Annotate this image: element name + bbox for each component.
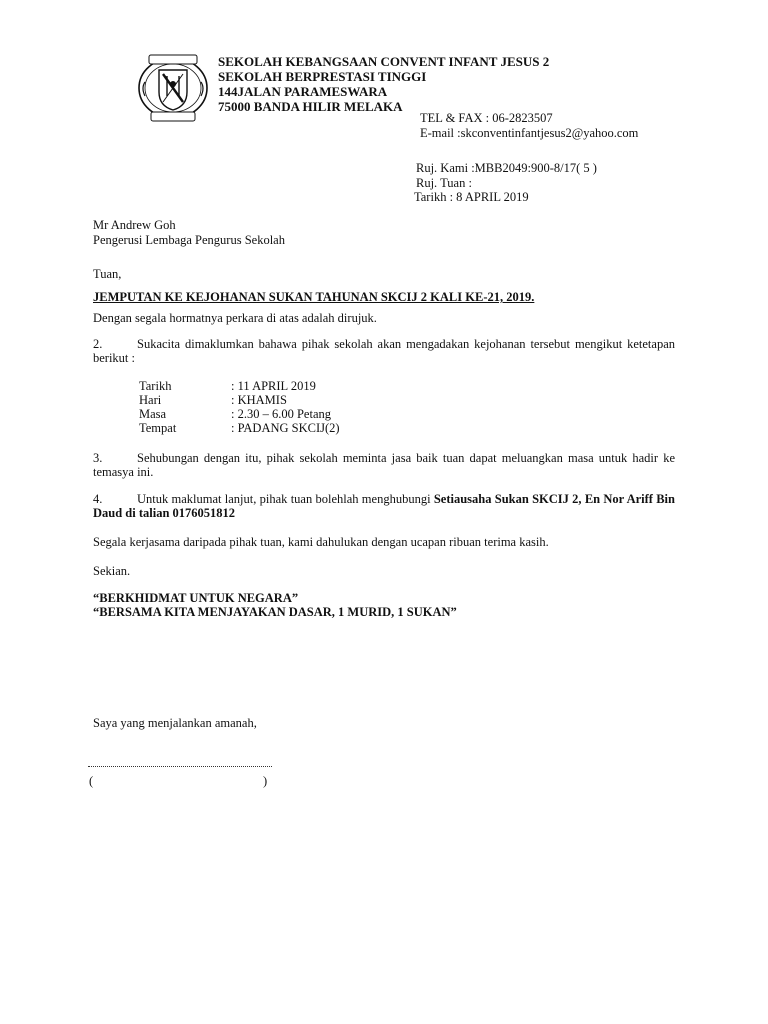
closing-line: Sekian. [93, 564, 131, 578]
signature-close-paren: ) [263, 774, 268, 788]
thanks-line: Segala kerjasama daripada pihak tuan, kami dahulukan dengan ucapan ribuan terima kasih. [93, 535, 549, 549]
detail-label: Hari [139, 393, 162, 407]
address-line-2: 75000 BANDA HILIR MELAKA [218, 99, 403, 114]
detail-value: : 11 APRIL 2019 [231, 379, 316, 393]
recipient-name: Mr Andrew Goh [93, 218, 176, 232]
letter-date: Tarikh : 8 APRIL 2019 [414, 190, 529, 204]
tel-fax: TEL & FAX : 06-2823507 [420, 111, 553, 125]
salutation: Tuan, [93, 267, 122, 281]
paragraph-4 [93, 492, 675, 520]
signature-open-paren: ( [89, 774, 94, 788]
detail-label: Masa [139, 407, 167, 421]
contact-person: Setiausaha Sukan SKCIJ 2, En Nor Ariff Bin Daud di talian 0176051812 [93, 492, 675, 520]
paragraph-4-number: 4. [93, 492, 103, 506]
detail-label: Tarikh [139, 379, 172, 393]
address-line-1: 144JALAN PARAMESWARA [218, 84, 388, 99]
detail-row [139, 393, 287, 407]
detail-value: : 2.30 – 6.00 Petang [231, 407, 331, 421]
slogan-1: “BERKHIDMAT UNTUK NEGARA” [93, 591, 299, 605]
detail-row [139, 407, 331, 421]
signature-line [88, 758, 272, 767]
ruj-tuan: Ruj. Tuan : [416, 176, 472, 190]
detail-label: Tempat [139, 421, 177, 435]
slogan-2: “BERSAMA KITA MENJAYAKAN DASAR, 1 MURID, 1 SUKAN” [93, 605, 457, 619]
letter-subject: JEMPUTAN KE KEJOHANAN SUKAN TAHUNAN SKCIJ 2 KALI KE-21, 2019. [93, 290, 535, 304]
detail-row [139, 379, 316, 393]
opening-line: Dengan segala hormatnya perkara di atas adalah dirujuk. [93, 311, 377, 325]
sign-off: Saya yang menjalankan amanah, [93, 716, 257, 730]
email-address: E-mail :skconventinfantjesus2@yahoo.com [420, 126, 639, 140]
school-tagline: SEKOLAH BERPRESTASI TINGGI [218, 69, 427, 84]
detail-value: : KHAMIS [231, 393, 287, 407]
recipient-title: Pengerusi Lembaga Pengurus Sekolah [93, 233, 285, 247]
ruj-kami: Ruj. Kami :MBB2049:900-8/17( 5 ) [416, 161, 597, 175]
paragraph-3 [93, 451, 675, 479]
detail-row [139, 421, 340, 435]
paragraph-2-text: Sukacita dimaklumkan bahawa pihak sekolah akan mengadakan kejohanan tersebut mengikut ketetapan berikut : [93, 337, 675, 365]
paragraph-3-text: Sehubungan dengan itu, pihak sekolah meminta jasa baik tuan dapat meluangkan masa untuk hadir ke temasya ini. [93, 451, 675, 479]
school-name: SEKOLAH KEBANGSAAN CONVENT INFANT JESUS 2 [218, 54, 550, 69]
detail-value: : PADANG SKCIJ(2) [231, 421, 340, 435]
school-crest-icon [137, 52, 209, 124]
paragraph-2-number: 2. [93, 337, 103, 351]
paragraph-4-text: Untuk maklumat lanjut, pihak tuan bolehlah menghubungi [137, 492, 434, 506]
paragraph-2 [93, 337, 675, 365]
paragraph-3-number: 3. [93, 451, 103, 465]
